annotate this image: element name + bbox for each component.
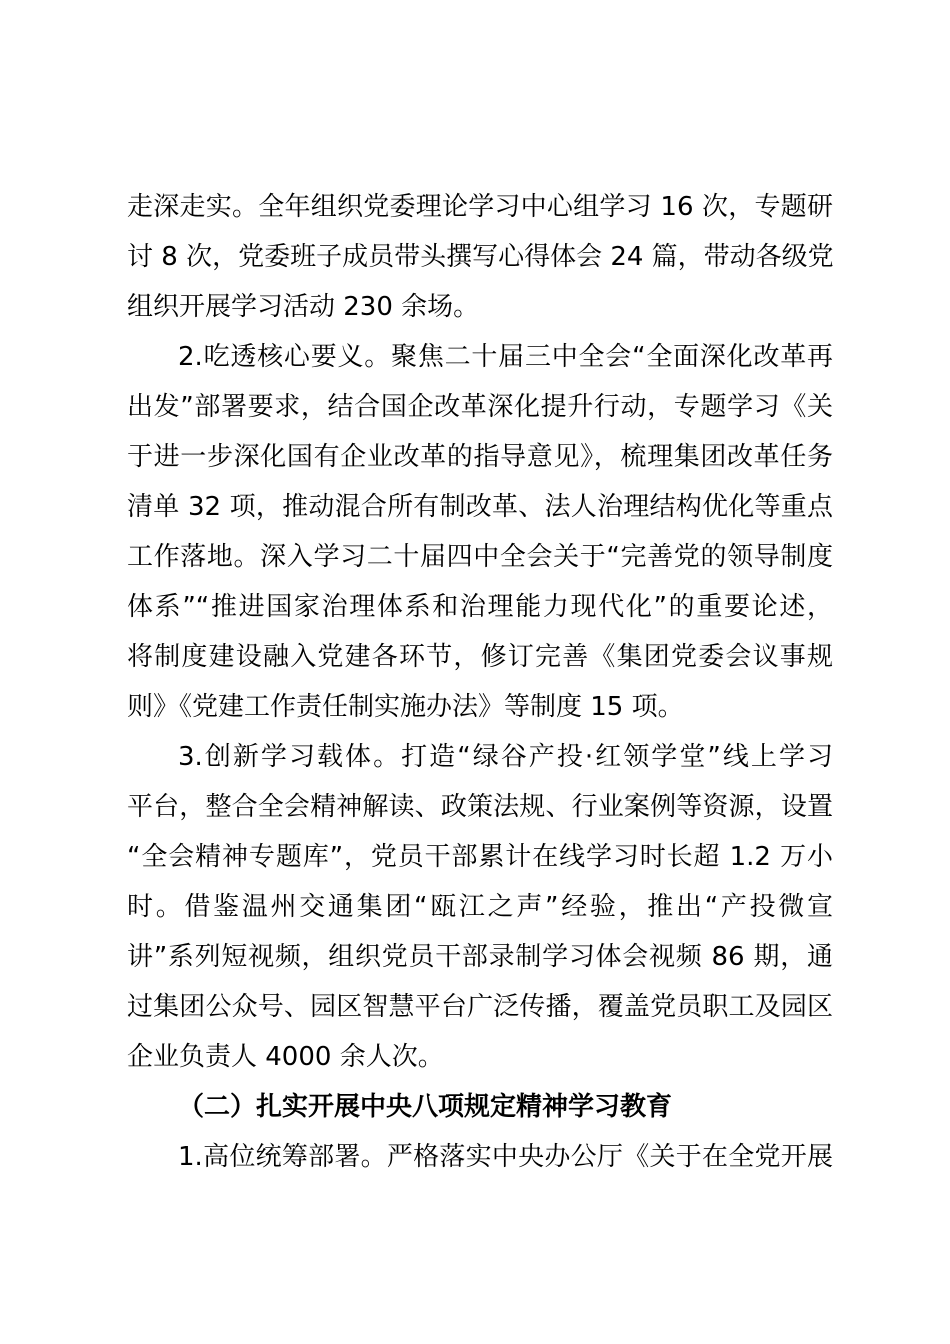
paragraph-line: 组织开展学习活动 230 余场。 (127, 292, 480, 322)
paragraph-line: 1.高位统筹部署。严格落实中央办公厅《关于在全党开展 (178, 1142, 833, 1172)
paragraph-line: 3.创新学习载体。打造“绿谷产投·红领学堂”线上学习 (178, 742, 833, 772)
paragraph-line: 讲”系列短视频，组织党员干部录制学习体会视频 86 期，通 (127, 942, 833, 972)
paragraph-line: 平台，整合全会精神解读、政策法规、行业案例等资源，设置 (127, 792, 833, 822)
paragraph-line: 清单 32 项，推动混合所有制改革、法人治理结构优化等重点 (127, 492, 833, 522)
paragraph-line: 企业负责人 4000 余人次。 (127, 1042, 444, 1072)
paragraph-line: 体系”“推进国家治理体系和治理能力现代化”的重要论述， (127, 592, 833, 622)
paragraph-line: 工作落地。深入学习二十届四中全会关于“完善党的领导制度 (127, 542, 833, 572)
paragraph-line: 于进一步深化国有企业改革的指导意见》，梳理集团改革任务 (127, 442, 833, 472)
paragraph-line: 讨 8 次，党委班子成员带头撰写心得体会 24 篇，带动各级党 (127, 242, 834, 272)
paragraph-line: 2.吃透核心要义。聚焦二十届三中全会“全面深化改革再 (178, 342, 833, 372)
paragraph-line: 则》《党建工作责任制实施办法》等制度 15 项。 (127, 692, 684, 722)
paragraph-line: “全会精神专题库”，党员干部累计在线学习时长超 1.2 万小 (127, 842, 833, 872)
paragraph-line: 将制度建设融入党建各环节，修订完善《集团党委会议事规 (127, 642, 833, 672)
paragraph-line: 走深走实。全年组织党委理论学习中心组学习 16 次，专题研 (127, 192, 833, 222)
section-heading: （二）扎实开展中央八项规定精神学习教育 (178, 1092, 673, 1122)
paragraph-line: 时。借鉴温州交通集团“瓯江之声”经验，推出“产投微宣 (127, 892, 833, 922)
paragraph-line: 过集团公众号、园区智慧平台广泛传播，覆盖党员职工及园区 (127, 992, 833, 1022)
paragraph-line: 出发”部署要求，结合国企改革深化提升行动，专题学习《关 (127, 392, 833, 422)
